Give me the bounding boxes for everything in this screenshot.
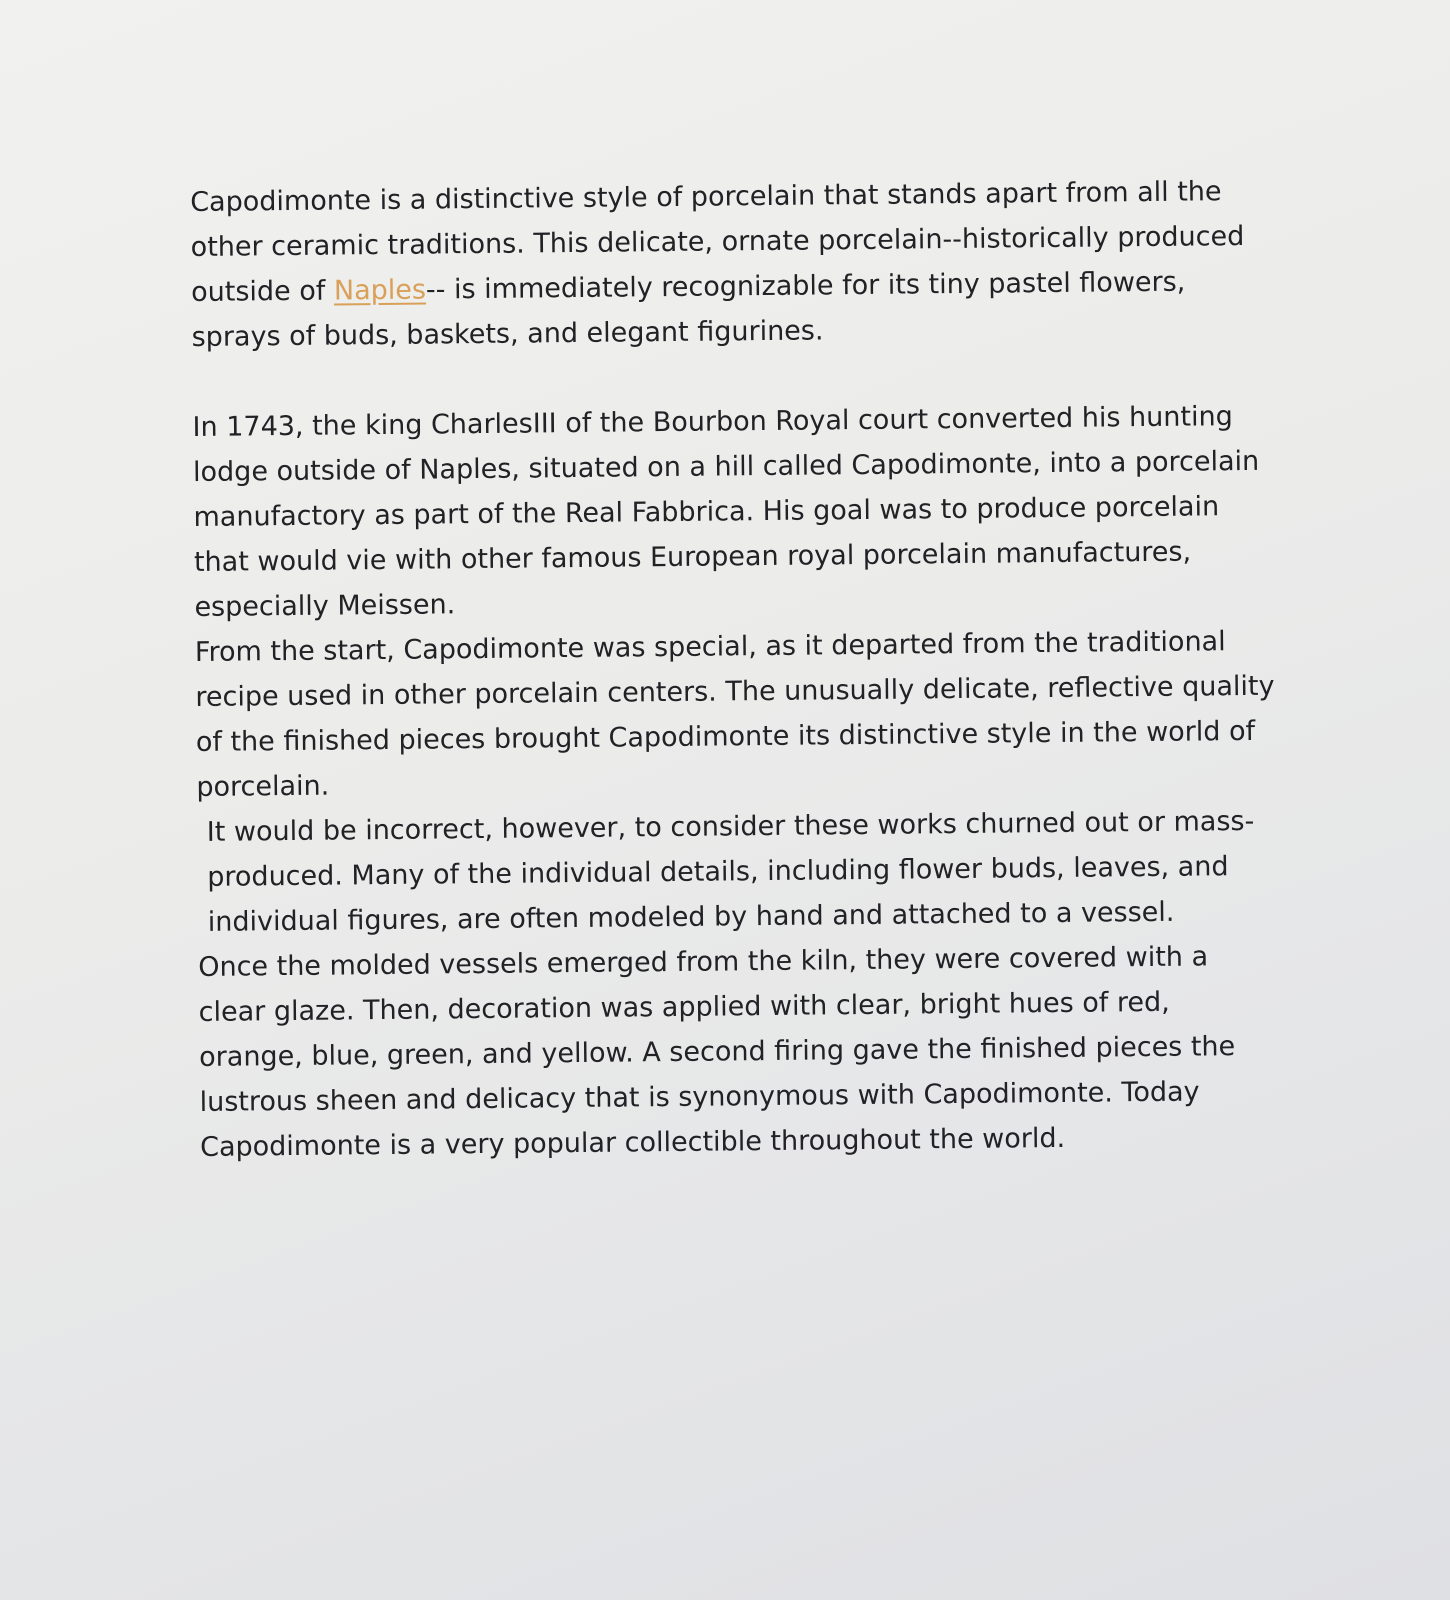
- paragraph-intro: [190, 169, 1272, 360]
- paragraph-special: From the start, Capodimonte was special, as it departed from the traditional recipe used in other porcelain centers. The unusually delicate, reflective quality of the finished pieces brought Capodimonte its distinctive style in the world of porcelain.: [194, 626, 1275, 803]
- intro-text-before-link: Capodimonte is a distinctive style of porcelain that stands apart from all the other ceramic traditions. This delicate, ornate porcelain--historically produced outside of: [190, 176, 1245, 308]
- article-body: [190, 169, 1280, 1170]
- paragraph-history: In 1743, the king CharlesIII of the Bourbon Royal court converted his hunting lodge outside of Naples, situated on a hill called Capodimonte, into a porcelain manufactory as part of the Real Fabbrica. His goal was to produce porcelain that would vie with other famous European royal porcelain manufactures, especially Meissen.: [192, 401, 1260, 623]
- paragraph-handmade: It would be incorrect, however, to consider these works churned out or mass-produced. Many of the individual details, including flower buds, leaves, and individual figures, are often modeled by hand and attached to a vessel.: [206, 805, 1255, 938]
- intro-text-after-link: -- is immediately recognizable for its tiny pastel flowers, sprays of buds, baskets, and elegant figurines.: [191, 266, 1186, 353]
- naples-link[interactable]: Naples: [333, 274, 427, 307]
- paragraph-glaze: Once the molded vessels emerged from the kiln, they were covered with a clear glaze. Then, decoration was applied with clear, bright hues of red, orange, blue, green, and yellow. A second firing gave the finished pieces the lustrous sheen and delicacy that is synonymous with Capodimonte. Today Capodimonte is a very popular collectible throughout the world.: [198, 941, 1236, 1163]
